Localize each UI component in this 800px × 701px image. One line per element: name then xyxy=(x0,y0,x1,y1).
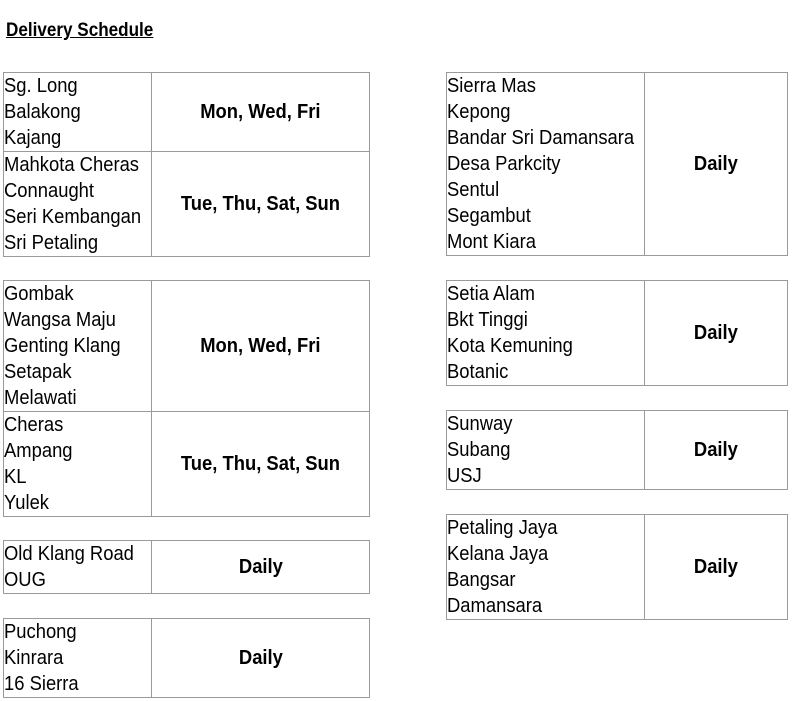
schedule-table xyxy=(3,72,370,257)
area-name: Botanic xyxy=(447,361,509,383)
area-name: Kelana Jaya xyxy=(447,543,549,565)
area-name: Sunway xyxy=(447,413,513,435)
delivery-days-cell xyxy=(152,619,370,698)
table-row xyxy=(447,73,788,256)
table-row xyxy=(4,73,370,152)
area-name: Yulek xyxy=(4,492,50,514)
area-list xyxy=(4,412,152,517)
schedule-table xyxy=(446,280,788,386)
delivery-days: Tue, Thu, Sat, Sun xyxy=(180,192,341,215)
delivery-days-cell xyxy=(152,152,370,257)
delivery-days: Daily xyxy=(694,555,738,578)
area-name: Gombak xyxy=(4,283,74,305)
area-name: Petaling Jaya xyxy=(447,517,558,539)
delivery-days-cell xyxy=(152,541,370,594)
schedule-table xyxy=(3,280,370,517)
schedule-table xyxy=(446,514,788,620)
area-name: Kepong xyxy=(447,101,511,123)
schedule-table xyxy=(446,410,788,490)
area-name: Subang xyxy=(447,439,511,461)
page-title: Delivery Schedule xyxy=(6,20,154,41)
area-name: Bkt Tinggi xyxy=(447,309,528,331)
area-name: Kota Kemuning xyxy=(447,335,573,357)
area-name: Cheras xyxy=(4,414,64,436)
area-list xyxy=(4,619,152,698)
area-list xyxy=(447,411,645,490)
delivery-days: Daily xyxy=(238,646,283,669)
area-name: Connaught xyxy=(4,180,95,202)
table-row xyxy=(4,281,370,412)
area-name: Sg. Long xyxy=(4,75,78,97)
area-name: Seri Kembangan xyxy=(4,206,142,228)
area-name: Bandar Sri Damansara xyxy=(447,127,635,149)
schedule-table xyxy=(3,540,370,594)
schedule-table xyxy=(3,618,370,698)
area-name: Damansara xyxy=(447,595,543,617)
area-name: Segambut xyxy=(447,205,531,227)
schedule-table xyxy=(446,72,788,256)
table-row xyxy=(4,412,370,517)
area-name: Desa Parkcity xyxy=(447,153,561,175)
table-row xyxy=(447,515,788,620)
delivery-days: Tue, Thu, Sat, Sun xyxy=(180,452,341,475)
delivery-days-cell xyxy=(152,412,370,517)
delivery-days: Mon, Wed, Fri xyxy=(200,100,321,123)
delivery-days: Daily xyxy=(694,152,738,175)
area-name: KL xyxy=(4,466,27,488)
area-name: 16 Sierra xyxy=(4,673,79,695)
area-name: Balakong xyxy=(4,101,81,123)
area-name: Puchong xyxy=(4,621,77,643)
area-list xyxy=(4,73,152,152)
area-name: Old Klang Road xyxy=(4,543,134,565)
area-name: Setapak xyxy=(4,361,72,383)
area-name: OUG xyxy=(4,569,46,591)
area-name: Mont Kiara xyxy=(447,231,536,253)
area-name: Sentul xyxy=(447,179,500,201)
area-name: Bangsar xyxy=(447,569,516,591)
delivery-days-cell xyxy=(645,281,788,386)
area-list xyxy=(447,515,645,620)
table-row xyxy=(4,541,370,594)
delivery-days: Daily xyxy=(694,438,738,461)
delivery-days-cell xyxy=(645,73,788,256)
area-name: Mahkota Cheras xyxy=(4,154,140,176)
area-name: USJ xyxy=(447,465,482,487)
delivery-days-cell xyxy=(152,73,370,152)
area-list xyxy=(447,281,645,386)
area-name: Genting Klang xyxy=(4,335,121,357)
area-list xyxy=(4,152,152,257)
table-row xyxy=(447,281,788,386)
table-row xyxy=(4,152,370,257)
delivery-days: Daily xyxy=(694,321,738,344)
area-name: Sierra Mas xyxy=(447,75,536,97)
area-name: Setia Alam xyxy=(447,283,535,305)
area-name: Ampang xyxy=(4,440,73,462)
table-row xyxy=(4,619,370,698)
area-list xyxy=(4,281,152,412)
delivery-days-cell xyxy=(645,515,788,620)
area-name: Wangsa Maju xyxy=(4,309,116,331)
delivery-days: Mon, Wed, Fri xyxy=(200,334,321,357)
delivery-days-cell xyxy=(152,281,370,412)
area-list xyxy=(447,73,645,256)
area-list xyxy=(4,541,152,594)
area-name: Sri Petaling xyxy=(4,232,99,254)
area-name: Melawati xyxy=(4,387,77,409)
area-name: Kinrara xyxy=(4,647,64,669)
table-row xyxy=(447,411,788,490)
delivery-days: Daily xyxy=(238,555,283,578)
delivery-days-cell xyxy=(645,411,788,490)
area-name: Kajang xyxy=(4,127,62,149)
